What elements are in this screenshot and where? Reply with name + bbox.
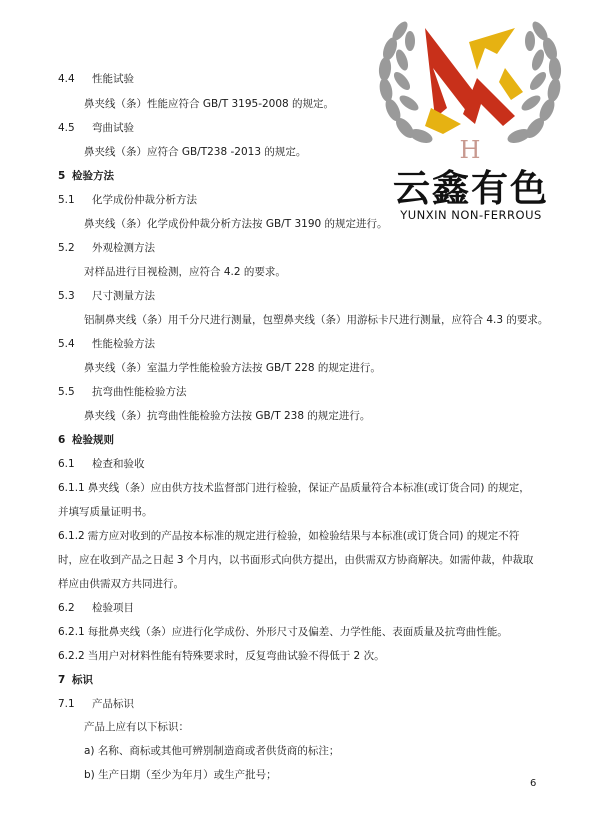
- paragraph-line: [84, 768, 277, 782]
- section-number: 6.1.1: [58, 482, 85, 494]
- line-text: 鼻夹线（条）化学成份仲裁分析方法按 GB/T 3190 的规定进行。: [84, 218, 388, 230]
- section-heading: [58, 433, 114, 447]
- line-text: 鼻夹线（条）应由供方技术监督部门进行检验，保证产品质量符合本标准(或订货合同) 的规定，: [87, 482, 530, 494]
- section-heading: [58, 649, 385, 663]
- section-heading: [58, 193, 197, 207]
- section-number: 5.4: [58, 338, 75, 350]
- line-text: 弯曲试验: [92, 122, 134, 134]
- line-text: 鼻夹线（条）室温力学性能检验方法按 GB/T 228 的规定进行。: [84, 362, 381, 374]
- section-heading: [58, 601, 134, 615]
- section-number: 4.4: [58, 73, 75, 85]
- section-number: 6.2.1: [58, 626, 85, 638]
- section-heading: [58, 289, 155, 303]
- section-heading: [58, 673, 93, 687]
- laurel-emblem-icon: [365, 8, 575, 168]
- line-text: 产品上应有以下标识：: [84, 721, 189, 733]
- section-number: 7: [58, 674, 66, 686]
- section-heading: [58, 121, 134, 135]
- line-text: 抗弯曲性能检验方法: [92, 386, 187, 398]
- line-text: 并填写质量证明书。: [58, 506, 153, 518]
- line-text: 鼻夹线（条）应符合 GB/T238 -2013 的规定。: [84, 146, 307, 158]
- section-heading: [58, 241, 155, 255]
- section-heading: [58, 697, 134, 711]
- section-heading: [58, 169, 114, 183]
- brand-name-english: YUNXIN NON-FERROUS: [400, 208, 542, 222]
- line-text: 检验规则: [72, 434, 114, 446]
- monogram-letter: [460, 136, 481, 164]
- section-number: 7.1: [58, 698, 75, 710]
- paragraph-line: [84, 97, 334, 111]
- line-text: 性能试验: [92, 73, 134, 85]
- paragraph-line: [84, 720, 189, 734]
- section-number: 5.5: [58, 386, 75, 398]
- section-number: 5.1: [58, 194, 75, 206]
- line-text: 需方应对收到的产品按本标准的规定进行检验，如检验结果与本标准(或订货合同) 的规定不符: [87, 530, 520, 542]
- line-text: b) 生产日期（至少为年月）或生产批号；: [84, 769, 277, 781]
- section-number: 5: [58, 170, 66, 182]
- paragraph-line: [84, 409, 370, 423]
- line-text: 检验方法: [72, 170, 114, 182]
- line-text: 铝制鼻夹线（条）用千分尺进行测量，包塑鼻夹线（条）用游标卡尺进行测量，应符合 4.3 的要求。: [84, 314, 549, 326]
- paragraph-line: [58, 505, 153, 519]
- line-text: 样应由供需双方共同进行。: [58, 578, 184, 590]
- section-heading: [58, 385, 187, 399]
- section-heading: [58, 457, 145, 471]
- line-text: 化学成份仲裁分析方法: [92, 194, 197, 206]
- line-text: 当用户对材料性能有特殊要求时，反复弯曲试验不得低于 2 次。: [87, 650, 385, 662]
- section-number: 6.2: [58, 602, 75, 614]
- paragraph-line: [58, 553, 533, 567]
- line-text: 外观检测方法: [92, 242, 155, 254]
- section-number: 6.2.2: [58, 650, 85, 662]
- section-number: 6.1: [58, 458, 75, 470]
- page-number: 6: [530, 778, 537, 789]
- section-number: 5.3: [58, 290, 75, 302]
- line-text: 时，应在收到产品之日起 3 个月内，以书面形式向供方提出，由供需双方协商解决。如需仲裁，仲裁取: [58, 554, 534, 566]
- section-number: 6.1.2: [58, 530, 85, 542]
- section-heading: [58, 72, 134, 86]
- brand-name-chinese: 云鑫有色: [393, 166, 549, 210]
- section-heading: [58, 625, 508, 639]
- line-text: 检查和验收: [92, 458, 145, 470]
- paragraph-line: [58, 577, 184, 591]
- line-text: 每批鼻夹线（条）应进行化学成份、外形尺寸及偏差、力学性能、表面质量及抗弯曲性能。: [87, 626, 508, 638]
- paragraph-line: [84, 313, 548, 327]
- line-text: 鼻夹线（条）抗弯曲性能检验方法按 GB/T 238 的规定进行。: [84, 410, 371, 422]
- line-text: 产品标识: [92, 698, 134, 710]
- line-text: 标识: [72, 674, 93, 686]
- company-logo: [365, 8, 575, 220]
- paragraph-line: [84, 265, 286, 279]
- paragraph-line: [84, 361, 381, 375]
- svg-text:H: H: [459, 136, 481, 164]
- section-heading: [58, 529, 519, 543]
- section-number: 6: [58, 434, 66, 446]
- line-text: 鼻夹线（条）性能应符合 GB/T 3195-2008 的规定。: [84, 98, 335, 110]
- section-number: 5.2: [58, 242, 75, 254]
- section-number: 4.5: [58, 122, 75, 134]
- line-text: a) 名称、商标或其他可辨别制造商或者供货商的标注；: [84, 745, 340, 757]
- paragraph-line: [84, 744, 339, 758]
- line-text: 尺寸测量方法: [92, 290, 155, 302]
- line-text: 检验项目: [92, 602, 134, 614]
- line-text: 对样品进行目视检测，应符合 4.2 的要求。: [84, 266, 286, 278]
- line-text: 性能检验方法: [92, 338, 155, 350]
- section-heading: [58, 337, 155, 351]
- paragraph-line: [84, 145, 306, 159]
- paragraph-line: [84, 217, 388, 231]
- section-heading: [58, 481, 530, 495]
